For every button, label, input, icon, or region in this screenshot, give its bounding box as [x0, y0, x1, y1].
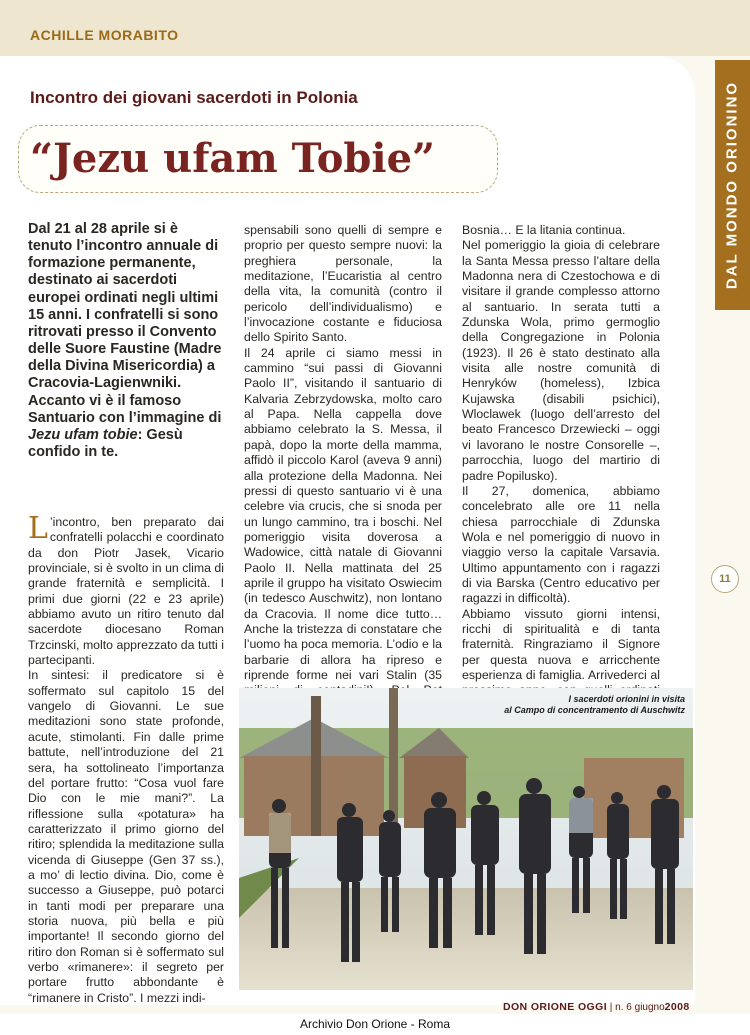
intro-text-a: Dal 21 al 28 aprile si è tenuto l’incontro annuale di formazione permanente, destinato ai sacerdoti europei ordinati negli ultimi 15 anni. I confratelli si sono ritrovati presso il Convento delle Suore Faustine (Madre della Divina Misericordia) a Cracovia-Lagienwniki. Accanto vi è il famoso Santuario con l’immagine di — [28, 221, 222, 426]
issue-label: n. 6 giugno — [615, 1002, 665, 1013]
article-title: “Jezu ufam Tobie” — [30, 135, 436, 182]
paragraph: Abbiamo vissuto giorni intensi, ricchi di spiritualità e di tanta fraternità. Ringraziamo il Signore per questa nuova e arricchente esperienza di famiglia. Arrivederci al — [462, 606, 660, 682]
text-column-2 — [244, 223, 442, 714]
photo-caption-line: al Campo di concentramento di Auschwitz — [504, 705, 685, 715]
section-heading: Incontro dei giovani sacerdoti in Polonia — [30, 88, 358, 107]
magazine-footer: DON ORIONE OGGI | n. 6 giugno2008 — [503, 1001, 690, 1013]
photo-jacket-light — [569, 798, 593, 833]
photo-illustration — [239, 688, 693, 990]
drop-cap: L — [28, 511, 48, 546]
paragraph: Bosnia… E la litania continua. — [462, 223, 626, 237]
issue-year: 2008 — [664, 1001, 690, 1013]
paragraph: Il 24 aprile ci siamo messi in cammino “sui passi di Giovanni Paolo II”, visitando il santuario di Kalvaria Zebrzydowska, molto caro al Papa. Nella cappella dove abbiamo celebrato la S. Messa, il papà, dopo la morte della mamma, affidò il piccolo Karol (aveva 9 anni) alla protezione della Madonna. Nei pressi di questo santuario vi è una celebre via crucis, che si snoda per un lungo cammino, tra i boschi. Nel pomeriggio visita doverosa a Wadowice, città natale di Giovanni Paolo II. Nella mattinata del 25 aprile il gruppo ha visitato Oswiecim (in tedesco Auschwitz), non lontano da Cracovia. Il nome dice tutto… Anche la tristezza di constatare che l’uomo ha poca memoria. L’odio e la barbarie di allora ha ripreso e riprende forme nei vari Stalin (35 — [244, 345, 442, 682]
magazine-name: DON ORIONE OGGI — [503, 1001, 608, 1013]
photo-caption-line: I sacerdoti orionini in visita — [568, 694, 685, 704]
article-photo — [239, 688, 693, 990]
intro-text-b: : Gesù confido in te. — [28, 426, 183, 461]
photo-caption — [504, 694, 685, 716]
paragraph: Nel pomeriggio la gioia di celebrare la Santa Messa presso l’altare della Madonna nera di Czestochowa e di visitare il grande complesso attorno al santuario. In serata tutti a Zdunska Wola, primo germoglio della Congregazione in Polonia (1923). Il 26 è stato destinato alla visita alle nostre comunità di Henryków (homeless), Izbica Kujawska (disabili psichici), Wloclawek (luogo dell’arresto del beato Francesco Drzewiecki – oggi vi lavorano le nostre Consorelle –, parrocchia, luogo del martirio di padre Popilusko). — [462, 238, 660, 483]
paragraph: In sintesi: il predicatore si è soffermato sul capitolo 15 del vangelo di Giovanni. Le sue meditazioni sono state profonde, acute, stimolanti. Fin dalle prime battute, nell’introduzione del 21 sera, ha sottolineato l’importanza del portare frutto: “Cosa vuol fare Dio con le mie mani?”. La riflessione sulla «potatura» ha caratterizzato il primo giorno del ritiro; splendida la meditazione sulla vicenda di Giuseppe (Gen 37 ss.), a mo’ di lectio divina. Dio, come è successo a Giuseppe, può potarci in tanti modi per preparare una storia nuova, più bella e più importante! Il secondo giorno del ritiro don Roman si è soffermato sul verbo «rimanere»: il segreto per portare frutto abbondante è “rimanere in Cristo”. I mezzi indi- — [28, 668, 224, 1005]
article-intro — [28, 221, 224, 461]
paragraph-text: ’incontro, ben preparato dai confratelli polacchi e coordinato da don Piotr Jasek, Vicario provinciale, si è svolto in un clima di grande fraternità e semplicità. I primi due giorni (22 e 23 aprile) abbiamo avuto un ritiro tenuto dal sacerdote diocesano Roman Trzcinski, molto apprezzato da tutti i partecipanti. — [28, 515, 224, 668]
photo-jacket-light — [269, 813, 291, 853]
paragraph — [28, 511, 224, 668]
intro-emphasis: Jezu ufam tobie — [28, 426, 138, 443]
photo-tree-trunk — [311, 696, 321, 836]
text-column-1 — [28, 511, 224, 1006]
page-number: 11 — [711, 565, 739, 593]
archive-watermark: Archivio Don Orione - Roma — [0, 1014, 750, 1035]
paragraph: spensabili sono quelli di sempre e proprio per questo sempre nuovi: la preghiera personale, la meditazione, l’Eucaristia al centro della vita, la comunità (contro il pericolo dell’individualismo) e l’invocazione costante e fiduciosa dello Spirito Santo. — [244, 223, 442, 345]
photo-tree-trunk — [389, 688, 398, 828]
paragraph: Il 27, domenica, abbiamo concelebrato alle ore 11 nella chiesa parrocchiale di Zdunska Wola e nel pomeriggio di nuovo in viaggio verso la capitale Varsavia. Ultimo appuntamento con i ragazzi di via Barska (Centro educativo per ragazzi in difficoltà). — [462, 483, 660, 606]
section-side-tab-label: DAL MONDO ORIONINO — [723, 80, 741, 290]
text-column-3 — [462, 223, 660, 714]
author-name: ACHILLE MORABITO — [30, 27, 179, 43]
